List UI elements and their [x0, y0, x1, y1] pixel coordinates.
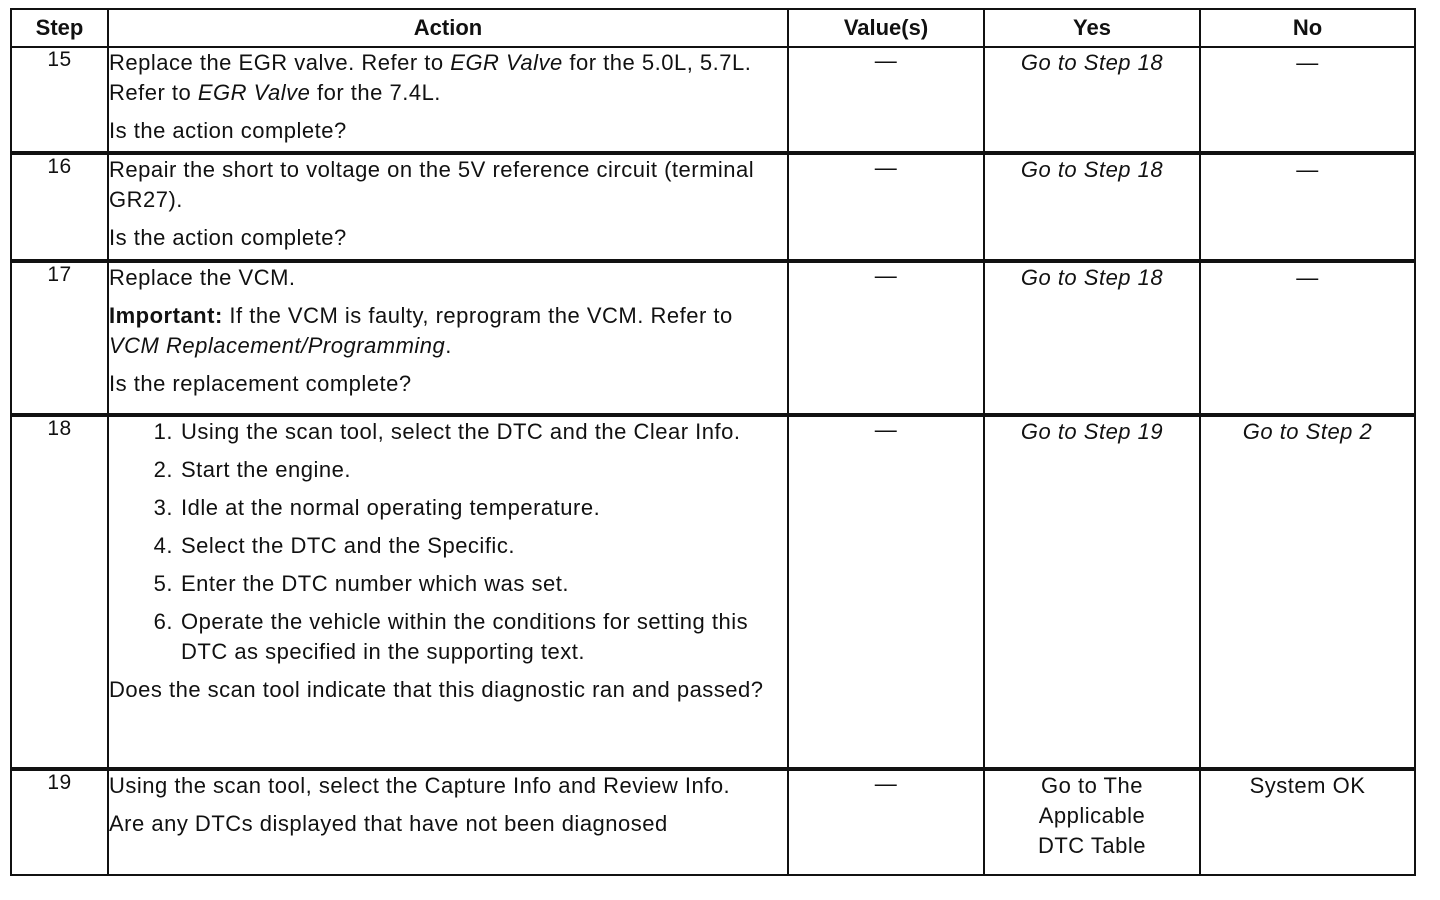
vcm-programming-link[interactable]: VCM Replacement/Programming: [109, 333, 446, 358]
procedure-list: [109, 417, 787, 675]
header-yes: Yes: [984, 9, 1200, 47]
list-item: 6. Operate the vehicle within the conditions for setting this DTC as specified in the supporting text.: [153, 609, 749, 664]
yes-cell: [984, 153, 1200, 261]
header-step: Step: [11, 9, 108, 47]
table-row: [11, 415, 1415, 769]
no-cell: [1200, 153, 1415, 261]
step-number: 15: [11, 47, 108, 153]
table-row: [11, 47, 1415, 153]
egr-valve-link[interactable]: EGR Valve: [450, 50, 563, 75]
important-note: Important: If the VCM is faulty, reprogram the VCM. Refer to VCM Replacement/Programming.: [109, 303, 733, 358]
diagnostic-table: [10, 8, 1416, 876]
list-item: 3. Idle at the normal operating temperature.: [153, 495, 601, 520]
yes-cell: [984, 47, 1200, 153]
yes-cell: [984, 769, 1200, 875]
action-cell: [108, 47, 788, 153]
value-cell: —: [788, 415, 984, 769]
value-cell: —: [788, 47, 984, 153]
value-cell: —: [788, 153, 984, 261]
yes-cell: [984, 261, 1200, 415]
action-cell: [108, 153, 788, 261]
action-text: Replace the EGR valve. Refer to EGR Valve for the 5.0L, 5.7L. Refer to EGR Valve for the 7.4L.: [109, 50, 752, 105]
no-cell: [1200, 769, 1415, 875]
no-value: —: [1296, 157, 1319, 182]
goto-step-link[interactable]: Go to Step 2: [1242, 419, 1373, 444]
no-value: System OK: [1249, 773, 1366, 798]
header-action: Action: [108, 9, 788, 47]
step-number: 16: [11, 153, 108, 261]
table-row: [11, 769, 1415, 875]
header-no: No: [1200, 9, 1415, 47]
list-item: 1. Using the scan tool, select the DTC and the Clear Info.: [153, 419, 741, 444]
value-cell: —: [788, 261, 984, 415]
step-number: 17: [11, 261, 108, 415]
list-item: 4. Select the DTC and the Specific.: [153, 533, 515, 558]
action-text: Replace the VCM.: [109, 265, 296, 290]
no-cell: [1200, 261, 1415, 415]
action-question: Is the action complete?: [109, 225, 347, 250]
goto-step-link[interactable]: Go to Step 18: [1020, 157, 1164, 182]
action-cell: [108, 769, 788, 875]
action-text: Using the scan tool, select the Capture Info and Review Info.: [109, 773, 731, 798]
list-item: 2. Start the engine.: [153, 457, 351, 482]
goto-step-link[interactable]: Go to Step 18: [1020, 50, 1164, 75]
important-label: Important:: [109, 303, 223, 328]
egr-valve-link[interactable]: EGR Valve: [197, 80, 311, 105]
action-question: Are any DTCs displayed that have not been diagnosed: [109, 811, 668, 836]
no-value: —: [1296, 50, 1319, 75]
action-text: Repair the short to voltage on the 5V reference circuit (terminal GR27).: [109, 157, 755, 212]
action-question: Is the action complete?: [109, 118, 347, 143]
header-row: [11, 9, 1415, 47]
action-cell: [108, 261, 788, 415]
no-cell: [1200, 415, 1415, 769]
yes-cell: [984, 415, 1200, 769]
action-question: Is the replacement complete?: [109, 371, 412, 396]
dtc-table-link[interactable]: Go to The Applicable DTC Table: [1037, 773, 1147, 858]
action-question: Does the scan tool indicate that this diagnostic ran and passed?: [109, 677, 764, 702]
table-row: [11, 153, 1415, 261]
step-number: 18: [11, 415, 108, 769]
goto-step-link[interactable]: Go to Step 19: [1020, 419, 1164, 444]
list-item: 5. Enter the DTC number which was set.: [153, 571, 569, 596]
goto-step-link[interactable]: Go to Step 18: [1020, 265, 1164, 290]
action-cell: [108, 415, 788, 769]
no-cell: [1200, 47, 1415, 153]
header-values: Value(s): [788, 9, 984, 47]
value-cell: —: [788, 769, 984, 875]
step-number: 19: [11, 769, 108, 875]
no-value: —: [1296, 265, 1319, 290]
table-row: [11, 261, 1415, 415]
